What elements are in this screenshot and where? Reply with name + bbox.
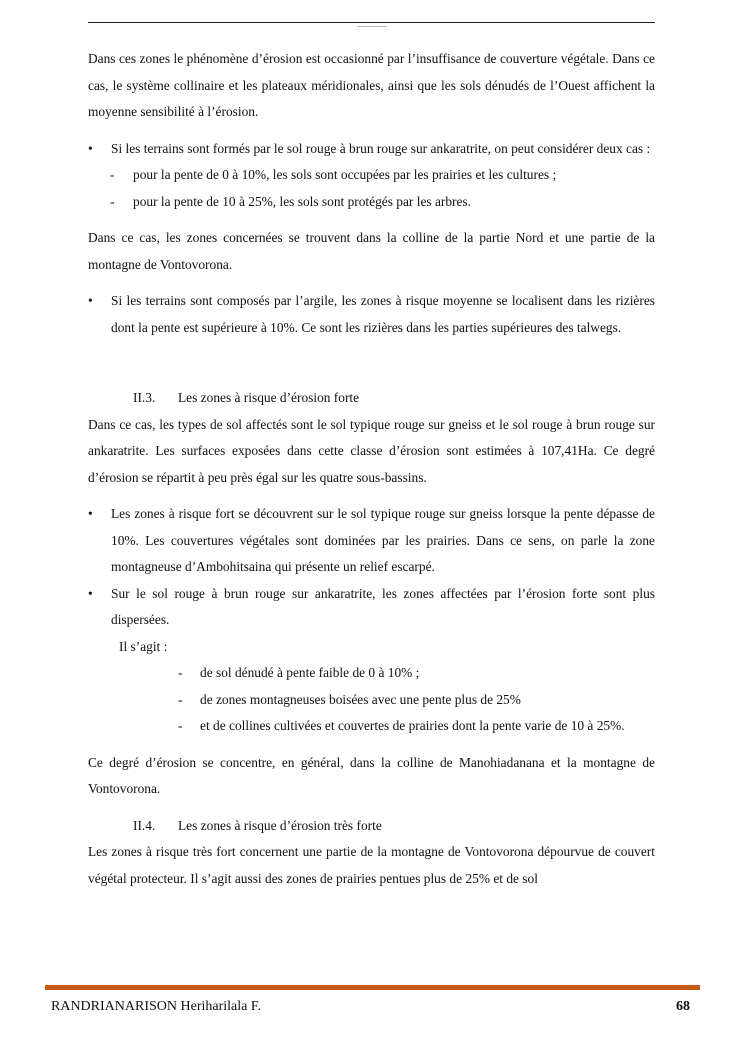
dash-item (88, 687, 655, 714)
dash-item (88, 660, 655, 687)
section-heading-II-3 (88, 385, 655, 412)
bullet-icon: • (88, 140, 93, 156)
paragraph: Dans ces zones le phénomène d’érosion est occasionné par l’insuffisance de couverture végétale. Dans ce cas, le système collinaire et les plateaux méridionales, ainsi que les sols dénudés de l’Ouest affichent la moyenne sensibilité à l’érosion. (88, 51, 655, 119)
bullet-text: Si les terrains sont formés par le sol rouge à brun rouge sur ankaratrite, on peut considérer deux cas : (111, 140, 651, 156)
section-heading-II-4 (88, 813, 655, 840)
paragraph: Les zones à risque très fort concernent une partie de la montagne de Vontovorona dépourvue de couvert végétal protecteur. Il s’agit aussi des zones de prairies pentues plus de 25% et de sol (88, 844, 655, 886)
bullet-item (88, 501, 655, 581)
header-rule-mark (357, 26, 387, 27)
bullet-item (88, 288, 655, 341)
header-rule (88, 22, 655, 23)
paragraph: Dans ce cas, les types de sol affectés sont le sol typique rouge sur gneiss et le sol rouge à brun rouge sur ankaratrite. Les surfaces exposées dans cette classe d’érosion sont estimées à 107,41Ha. Ce degré d’érosion se répartit à peu près égal sur les quatre sous-bassins. (88, 416, 655, 485)
dash-text: pour la pente de 0 à 10%, les sols sont occupées par les prairies et les cultures ; (133, 167, 557, 182)
bullet-item (88, 136, 655, 163)
footer-accent-bar (45, 985, 700, 990)
dash-icon: - (178, 718, 183, 733)
dash-icon: - (110, 193, 115, 209)
page-body (88, 46, 655, 892)
list-intro: Il s’agit : (119, 638, 168, 654)
dash-text: et de collines cultivées et couvertes de prairies dont la pente varie de 10 à 25%. (200, 718, 625, 733)
dash-icon: - (178, 665, 183, 680)
dash-item (88, 189, 655, 216)
heading-number: II.4. (133, 817, 156, 833)
bullet-icon: • (88, 506, 93, 521)
bullet-icon: • (88, 585, 93, 601)
page-number: 68 (676, 999, 690, 1014)
heading-title: Les zones à risque d’érosion forte (178, 390, 360, 405)
dash-item (88, 162, 655, 189)
dash-icon: - (110, 167, 115, 182)
dash-text: de zones montagneuses boisées avec une pente plus de 25% (200, 691, 521, 707)
paragraph: Ce degré d’érosion se concentre, en général, dans la colline de Manohiadanana et la montagne de Vontovorona. (88, 754, 655, 796)
dash-text: pour la pente de 10 à 25%, les sols sont protégés par les arbres. (133, 193, 472, 209)
bullet-text: Si les terrains sont composés par l’argile, les zones à risque moyenne se localisent dans les rizières dont la pente est supérieure à 10%. Ce sont les rizières dans les parties supérieures des talwegs. (111, 293, 655, 335)
bullet-icon: • (88, 293, 93, 308)
bullet-text: Sur le sol rouge à brun rouge sur ankaratrite, les zones affectées par l’érosion forte sont plus dispersées. (111, 585, 655, 627)
dash-text: de sol dénudé à pente faible de 0 à 10% ; (200, 665, 420, 680)
footer-author: RANDRIANARISON Heriharilala F. (51, 999, 262, 1014)
paragraph: Dans ce cas, les zones concernées se trouvent dans la colline de la partie Nord et une partie de la montagne de Vontovorona. (88, 230, 655, 272)
bullet-text: Les zones à risque fort se découvrent sur le sol typique rouge sur gneiss lorsque la pente dépasse de 10%. Les couvertures végétales sont dominées par les prairies. Dans ce sens, on parle la zone montagneuse d’Ambohitsaina qui présente un relief escarpé. (111, 506, 655, 574)
heading-title: Les zones à risque d’érosion très forte (178, 817, 382, 833)
dash-icon: - (178, 691, 183, 707)
bullet-item (88, 581, 655, 634)
heading-number: II.3. (133, 390, 156, 405)
dash-item (88, 713, 655, 740)
